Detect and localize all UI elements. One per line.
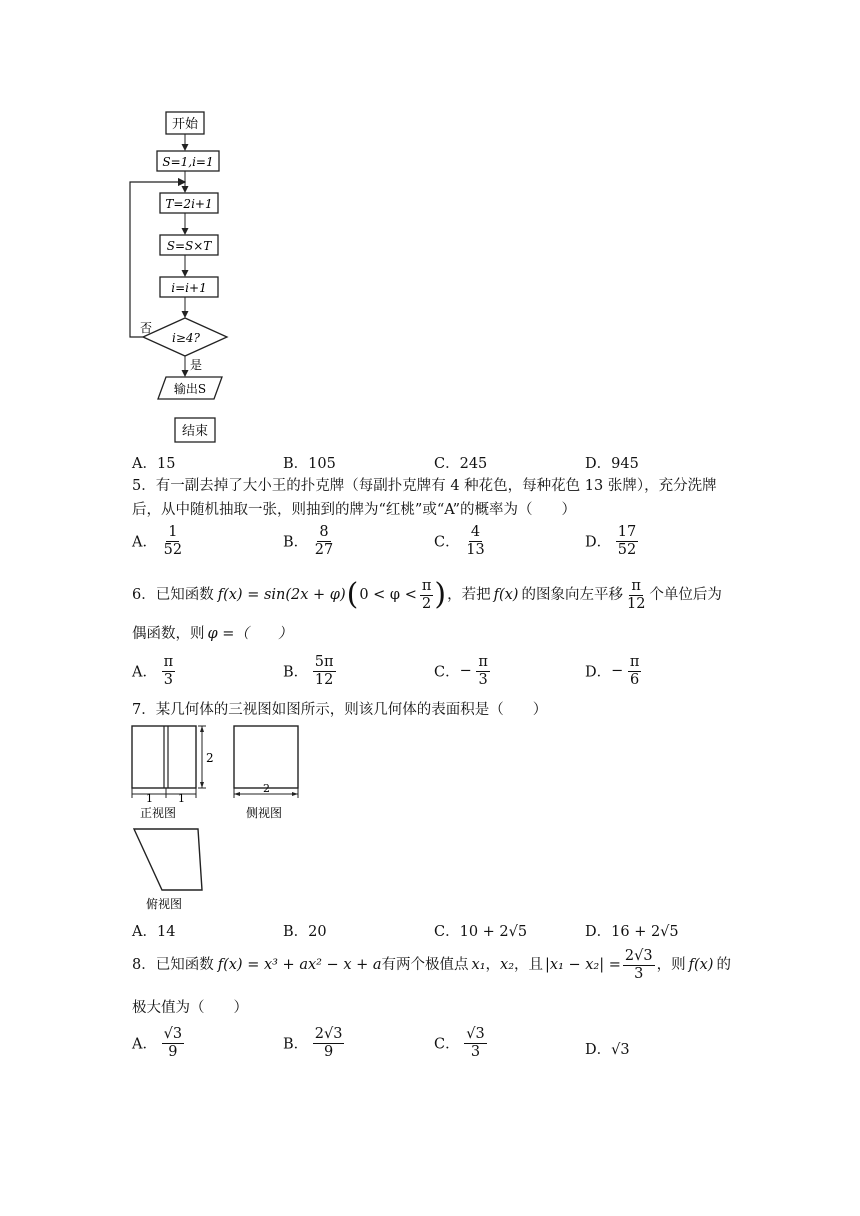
q4-option-b[interactable]: B．105 [283, 456, 336, 472]
flow-output-text: 输出S [173, 382, 207, 396]
front-dim-2: 2 [206, 751, 214, 765]
front-dim-1b: 1 [178, 792, 185, 805]
q8-option-c[interactable]: C． $\frac{√3}{3}$ [434, 1026, 485, 1060]
q5-option-c[interactable]: C． $\frac{4}{13}$ [434, 524, 485, 558]
q5-option-d[interactable]: D． $\frac{17}{52}$ [585, 524, 637, 558]
top-view-shape [134, 829, 202, 890]
flow-init-text: S=1,i=1 [162, 155, 214, 169]
flow-decision-text: i≥4? [172, 331, 200, 345]
q8-line1: 8．已知函数 f(x) = x³ + ax² − x + a 有两个极值点 x₁ ， x₂ ，且 |x₁ − x₂| = $\frac{2√3}{3}$ ，则 f(x) 的 [132, 948, 731, 982]
flow-start-text: 开始 [171, 117, 199, 132]
front-view-label: 正视图 [140, 806, 177, 820]
q4-option-c[interactable]: C．245 [434, 456, 488, 472]
flow-no-label: 否 [140, 321, 153, 335]
q8-option-b[interactable]: B． $\frac{2√3}{9}$ [283, 1026, 343, 1060]
q6-line2: 偶函数，则 φ =（ ） [132, 626, 293, 642]
flowchart [120, 100, 240, 450]
flow-step3-text: i=i+1 [171, 281, 207, 295]
flow-step1-text: T=2i+1 [165, 197, 213, 211]
q4-option-a[interactable]: A．15 [132, 456, 176, 472]
flow-step2-text: S=S×T [166, 239, 212, 253]
three-views-figure [126, 722, 316, 914]
flow-end-text: 结束 [181, 424, 209, 439]
q7-option-c[interactable]: C．10 + 2√5 [434, 924, 528, 940]
q6-option-d[interactable]: D．− $\frac{\pi}{6}$ [585, 654, 640, 688]
q6-option-a[interactable]: A． $\frac{\pi}{3}$ [132, 654, 174, 688]
top-view-label: 俯视图 [146, 897, 183, 911]
q5-line1: 5．有一副去掉了大小王的扑克牌（每副扑克牌有 4 种花色，每种花色 13 张牌），充分洗牌 [132, 478, 717, 494]
q7-option-d[interactable]: D．16 + 2√5 [585, 924, 679, 940]
q5-line2: 后，从中随机抽取一张，则抽到的牌为“红桃”或“A”的概率为（ ） [132, 502, 576, 518]
q7-option-a[interactable]: A．14 [132, 924, 176, 940]
q4-option-d[interactable]: D．945 [585, 456, 639, 472]
side-view-label: 侧视图 [246, 806, 283, 820]
q8-line2: 极大值为（ ） [132, 1000, 248, 1016]
front-dim-1a: 1 [146, 792, 153, 805]
q8-option-a[interactable]: A． $\frac{√3}{9}$ [132, 1026, 183, 1060]
q5-option-b[interactable]: B． $\frac{8}{27}$ [283, 524, 334, 558]
q7-text: 7．某几何体的三视图如图所示，则该几何体的表面积是（ ） [132, 702, 548, 718]
side-view-rect [234, 726, 298, 788]
q6-option-b[interactable]: B． $\frac{5\pi}{12}$ [283, 654, 334, 688]
q5-option-a[interactable]: A． $\frac{1}{52}$ [132, 524, 183, 558]
q6-option-c[interactable]: C．− $\frac{\pi}{3}$ [434, 654, 488, 688]
q7-option-b[interactable]: B．20 [283, 924, 327, 940]
q6-line1: 6．已知函数 f(x) = sin(2x + φ) ( 0 < φ < $\frac{\pi}{2}$ ) ，若把 f(x) 的图象向左平移 $\frac{\pi}{12}$ 个单位后为 [132, 577, 722, 613]
q8-option-d[interactable]: D．√3 [585, 1042, 630, 1058]
flow-yes-label: 是 [190, 358, 203, 372]
side-dim-2: 2 [263, 782, 270, 795]
